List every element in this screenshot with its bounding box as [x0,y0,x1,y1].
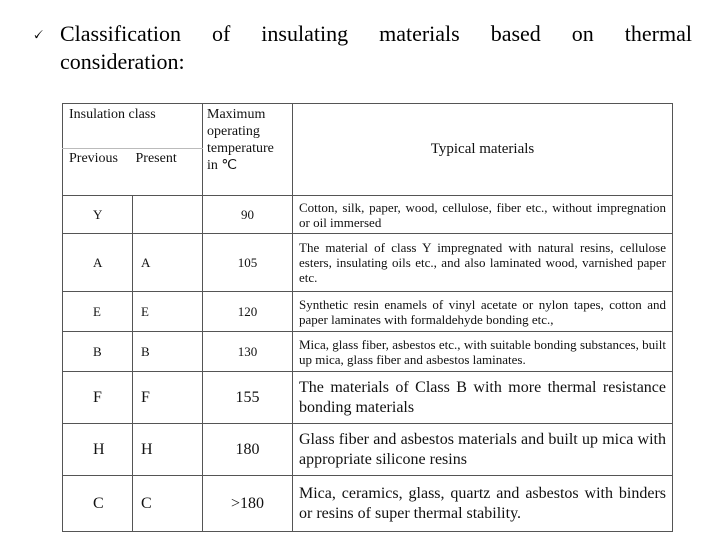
cell-previous: C [63,476,133,532]
table-row [63,476,673,532]
cell-materials: Mica, glass fiber, asbestos etc., with suitable bonding substances, built up mica, glass fiber and asbestos laminates. [293,332,673,372]
cell-present: H [133,424,203,476]
header-max-temperature [203,104,293,196]
diamond-bullet-icon: 🗸 [32,25,44,45]
cell-previous: Y [63,196,133,234]
header-max-temp-line-3: temperature [207,141,274,156]
header-insulation-class: Insulation class [63,104,203,149]
cell-present: F [133,372,203,424]
header-max-temp-line-2: operating [207,124,260,139]
header-typical-materials: Typical materials [293,104,673,196]
header-present: Present [135,151,177,166]
table-row [63,234,673,292]
table-row [63,372,673,424]
cell-temperature: 155 [203,372,293,424]
header-previous: Previous [69,151,118,166]
insulation-class-table [62,103,673,532]
cell-materials: Cotton, silk, paper, wood, cellulose, fiber etc., without impregnation or oil immersed [293,196,673,234]
cell-present: E [133,292,203,332]
cell-materials: Synthetic resin enamels of vinyl acetate or nylon tapes, cotton and paper laminates with formaldehyde bonding etc., [293,292,673,332]
header-previous-present [63,149,203,196]
cell-materials: The material of class Y impregnated with natural resins, cellulose esters, insulating oils etc., and also laminated wood, varnished paper etc. [293,234,673,292]
heading-line-1: Classification of insulating materials based on thermal [60,21,692,46]
header-max-temp-line-1: Maximum [207,107,266,122]
cell-previous: H [63,424,133,476]
table-row [63,332,673,372]
header-max-temp-line-4: in ℃ [207,158,238,173]
cell-temperature: >180 [203,476,293,532]
heading-text [60,20,692,76]
slide-heading [32,20,692,76]
table-row [63,196,673,234]
cell-temperature: 105 [203,234,293,292]
cell-present: A [133,234,203,292]
cell-previous: A [63,234,133,292]
cell-materials: Glass fiber and asbestos materials and built up mica with appropriate silicone resins [293,424,673,476]
cell-temperature: 90 [203,196,293,234]
cell-temperature: 120 [203,292,293,332]
table-row [63,292,673,332]
heading-line-2: consideration: [60,49,185,74]
cell-present: B [133,332,203,372]
cell-present [133,196,203,234]
cell-materials: Mica, ceramics, glass, quartz and asbestos with binders or resins of super thermal stability. [293,476,673,532]
cell-previous: B [63,332,133,372]
cell-previous: F [63,372,133,424]
cell-present: C [133,476,203,532]
cell-temperature: 130 [203,332,293,372]
table-row [63,424,673,476]
cell-previous: E [63,292,133,332]
cell-temperature: 180 [203,424,293,476]
cell-materials: The materials of Class B with more thermal resistance bonding materials [293,372,673,424]
